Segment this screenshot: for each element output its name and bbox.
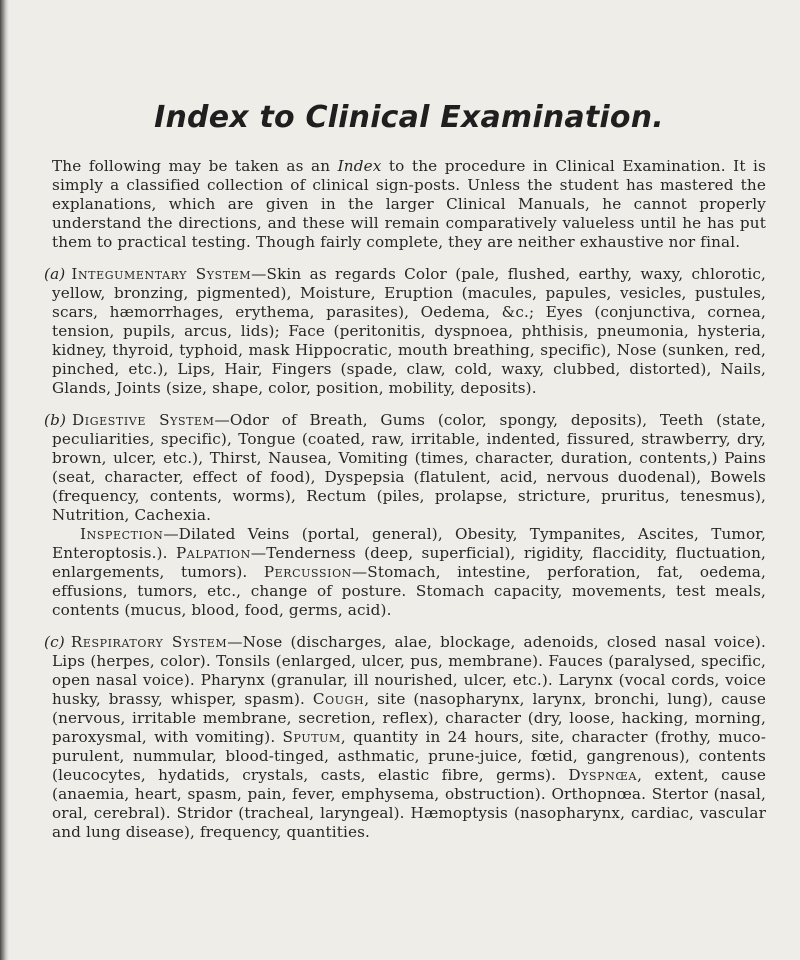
percussion-text: —Stomach, intestine, perforation, fat, oedema, effusions, tumors, etc., change of posture. Stomach capacity, movements, test meals, contents (mucus, blood, food, germs, acid).: [52, 563, 766, 619]
digestive-examination-paragraph: [52, 525, 766, 620]
section-text: —Odor of Breath, Gums (color, spongy, deposits), Teeth (state, peculiarities, specific), Tongue (coated, raw, irritable, indented, fissured, strawberry, dry, brown, ulcer, etc.), Thirst, Nausea, Vomiting (times, character, duration, contents,) Pains (seat, character, effect of food), Dyspepsia (flatulent, acid, nervous duodenal), Bowels (frequency, contents, worms), Rectum (piles, prolapse, stricture, pruritus, tenesmus), Nutrition, Cachexia.: [52, 411, 767, 524]
page-title: Index to Clinical Examination.: [154, 100, 664, 135]
page-binding-edge: [0, 0, 9, 960]
percussion-label: Percussion: [263, 563, 352, 581]
inspection-label: Inspection: [80, 525, 164, 543]
section-marker: (a): [44, 265, 66, 283]
section-marker: (c): [44, 633, 65, 651]
section-heading: Respiratory System: [70, 633, 228, 651]
intro-after: to the procedure in Clinical Examination. It is simply a classified collection of clinical sign-posts. Unless the student has mastered the explanations, which are given in the larger Clinical Manuals, he cannot properly understand the directions, and these will remain comparatively valueless until he has put them to practical testing. Though fairly complete, they are neither exhaustive nor final.: [52, 157, 766, 251]
section-text: —Skin as regards Color (pale, flushed, earthy, waxy, chlorotic, yellow, bronzing, pigmented), Moisture, Eruption (macules, papules, vesicles, pustules, scars, hæmorrhages, erythema, parasites), Oedema, &c.; Eyes (conjunctiva, cornea, tension, pupils, arcus, lids); Face (peritonitis, dyspnoea, phthisis, pneumonia, hysteria, kidney, thyroid, typhoid, mask Hippocratic, mouth breathing, specific), Nose (sunken, red, pinched, etc.), Lips, Hair, Fingers (spade, claw, cold, waxy, clubbed, distorted), Nails, Glands, Joints (size, shape, color, position, mobility, deposits).: [52, 265, 767, 397]
document-page: [44, 100, 767, 842]
sputum-label: Sputum: [282, 728, 341, 746]
section-integumentary: [44, 265, 767, 398]
inspection-text: —Dilated Veins (portal, general), Obesity, Tympanites, Ascites, Tumor, Enteroptosis.).: [52, 525, 766, 562]
section-heading: Integumentary System: [71, 265, 252, 283]
section-text-1: —Nose (discharges, alae, blockage, adenoids, closed nasal voice). Lips (herpes, color). Tonsils (enlarged, ulcer, pus, membrane). Fauces (paralysed, specific, open nasal voice). Pharynx (granular, ill nourished, ulcer, etc.). Larynx (vocal cords, voice husky, brassy, whisper, spasm).: [52, 633, 766, 708]
palpation-text: —Tenderness (deep, superficial), rigidity, flaccidity, fluctuation, enlargements, tumors).: [52, 544, 766, 581]
section-text-4: , extent, cause (anaemia, heart, spasm, pain, fever, emphysema, obstruction). Orthopnœa. Stertor (nasal, oral, cerebral). Stridor (tracheal, laryngeal). Hæmoptysis (nasopharynx, cardiac, vascular and lung disease), frequency, quantities.: [52, 766, 766, 841]
section-respiratory: [44, 633, 767, 842]
dyspnoea-label: Dyspnœa: [568, 766, 638, 784]
section-text-2: , site (nasopharynx, larynx, bronchi, lung), cause (nervous, irritable membrane, secretion, reflex), character (dry, loose, hacking, morning, paroxysmal, with vomiting).: [52, 690, 766, 746]
cough-label: Cough: [312, 690, 365, 708]
intro-paragraph: [52, 157, 766, 252]
section-heading: Digestive System: [72, 411, 215, 429]
section-text-3: , quantity in 24 hours, site, character (frothy, muco-purulent, nummular, blood-tinged, asthmatic, prune-juice, fœtid, gangrenous), contents (leucocytes, hydatids, crystals, casts, elastic fibre, germs).: [52, 728, 767, 784]
palpation-label: Palpation: [175, 544, 251, 562]
intro-index-italic: Index: [337, 157, 382, 175]
section-digestive: [44, 411, 767, 620]
intro-before: The following may be taken as an: [52, 157, 338, 175]
section-marker: (b): [44, 411, 67, 429]
